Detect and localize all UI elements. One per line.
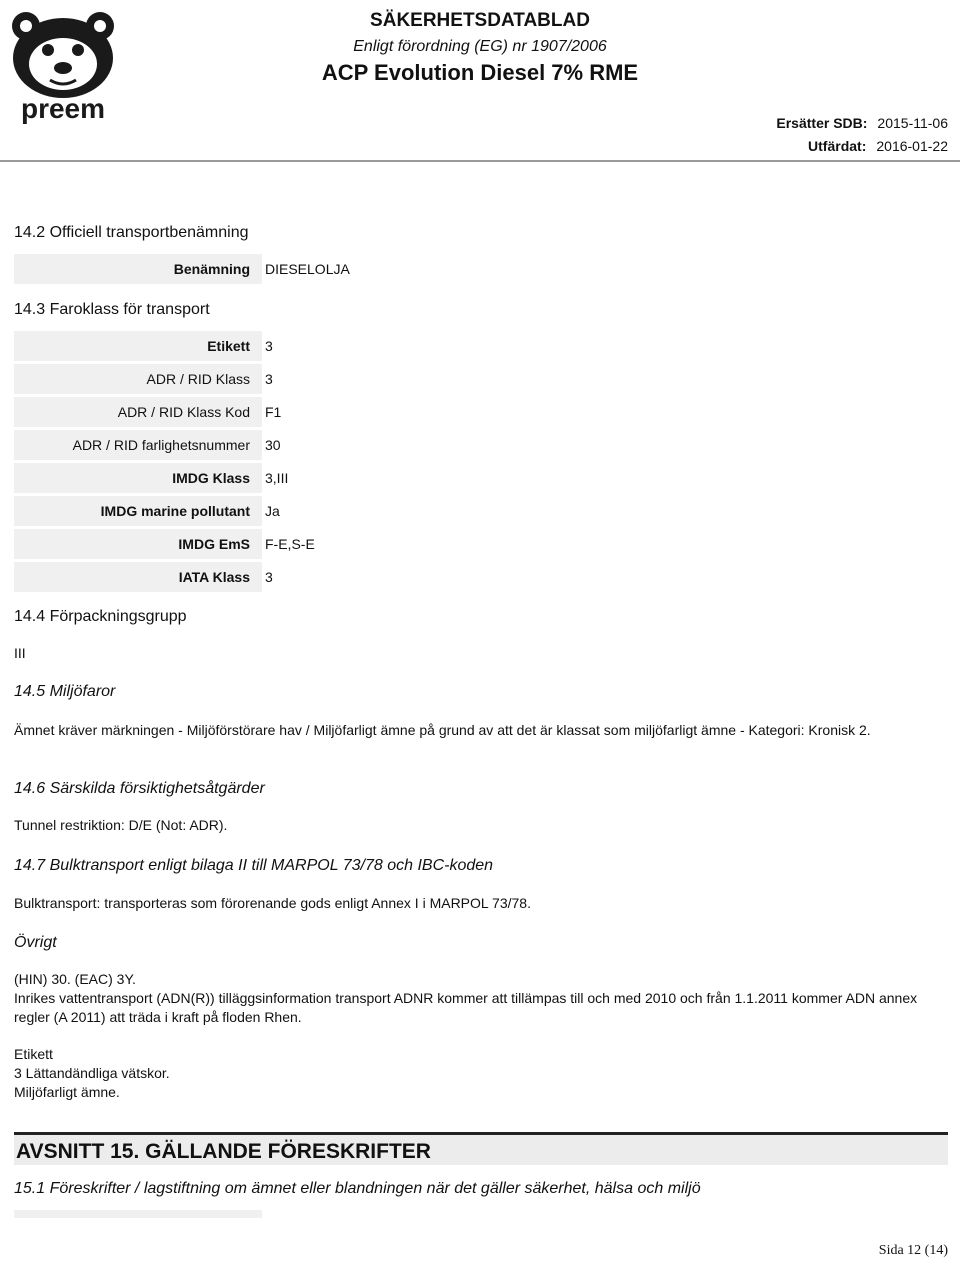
bulk-transport-text: Bulktransport: transporteras som förorenande gods enligt Annex I i MARPOL 73/78.	[14, 895, 531, 911]
hazard-row-value: Ja	[265, 503, 280, 519]
section-14-2-heading: 14.2 Officiell transportbenämning	[14, 224, 249, 241]
hazard-row-label: ADR / RID Klass Kod	[14, 397, 262, 427]
section-14-7-heading: 14.7 Bulktransport enligt bilaga II till MARPOL 73/78 och IBC-koden	[14, 857, 494, 874]
header-divider	[0, 160, 960, 162]
document-subtitle: Enligt förordning (EG) nr 1907/2006	[353, 38, 607, 55]
hazard-row-value: 30	[265, 437, 281, 453]
hazard-row-value: 3	[265, 569, 273, 585]
section-14-4-heading: 14.4 Förpackningsgrupp	[14, 608, 187, 625]
issued-row	[808, 138, 948, 154]
hazard-row-value: 3,III	[265, 470, 289, 486]
hazard-row-value: F-E,S-E	[265, 536, 315, 552]
other-line: Miljöfarligt ämne.	[14, 1084, 120, 1100]
hazard-row-value: 3	[265, 371, 273, 387]
other-line: (HIN) 30. (EAC) 3Y.	[14, 971, 136, 987]
hazard-row-label: ADR / RID Klass	[14, 364, 262, 394]
packing-group-value: III	[14, 645, 26, 661]
section-14-3-heading: 14.3 Faroklass för transport	[14, 301, 210, 318]
product-name: ACP Evolution Diesel 7% RME	[321, 60, 639, 85]
other-line: Etikett	[14, 1046, 53, 1062]
hazard-row-label: IMDG Klass	[14, 463, 262, 493]
replaces-sds-date: 2015-11-06	[877, 115, 948, 131]
hazard-row-value: 3	[265, 338, 273, 354]
section-14-5-heading: 14.5 Miljöfaror	[14, 683, 116, 700]
svg-text:preem: preem	[20, 93, 106, 124]
other-heading: Övrigt	[14, 934, 57, 951]
section-15-title: AVSNITT 15. GÄLLANDE FÖRESKRIFTER	[14, 1132, 948, 1165]
other-line: Inrikes vattentransport (ADN(R)) tilläggsinformation transport ADNR kommer att tillämpas till och med 2010 och från 1.1.2011 kommer ADN annex regler (A 2011) att träda i kraft på floden Rhen.	[14, 990, 918, 1025]
replaces-sds-label: Ersätter SDB:	[776, 115, 868, 131]
hazard-row-label: Etikett	[14, 331, 262, 361]
other-line: 3 Lättandändliga vätskor.	[14, 1065, 170, 1081]
hazard-row-label: IMDG marine pollutant	[14, 496, 262, 526]
name-label: Benämning	[14, 254, 262, 284]
hazard-row-label: IMDG EmS	[14, 529, 262, 559]
page-number: Sida 12 (14)	[878, 1243, 948, 1258]
issued-date: 2016-01-22	[876, 138, 948, 154]
precautions-text: Tunnel restriktion: D/E (Not: ADR).	[14, 817, 228, 833]
section-15-1-heading: 15.1 Föreskrifter / lagstiftning om ämnet eller blandningen när det gäller säkerhet, hälsa och miljö	[14, 1180, 701, 1197]
environmental-hazards-text: Ämnet kräver märkningen - Miljöförstörare hav / Miljöfarligt ämne på grund av att det är klassat som miljöfarligt ämne - Kategori: Kronisk 2.	[14, 722, 871, 738]
section-14-6-heading: 14.6 Särskilda försiktighetsåtgärder	[14, 780, 265, 797]
document-title: SÄKERHETSDATABLAD	[370, 10, 590, 31]
issued-label: Utfärdat:	[808, 138, 867, 154]
hazard-row-label: ADR / RID farlighetsnummer	[14, 430, 262, 460]
name-value: DIESELOLJA	[265, 261, 350, 277]
replaces-sds-row	[776, 115, 948, 131]
table-row-start	[14, 1210, 262, 1218]
hazard-row-label: IATA Klass	[14, 562, 262, 592]
hazard-row-value: F1	[265, 404, 282, 420]
